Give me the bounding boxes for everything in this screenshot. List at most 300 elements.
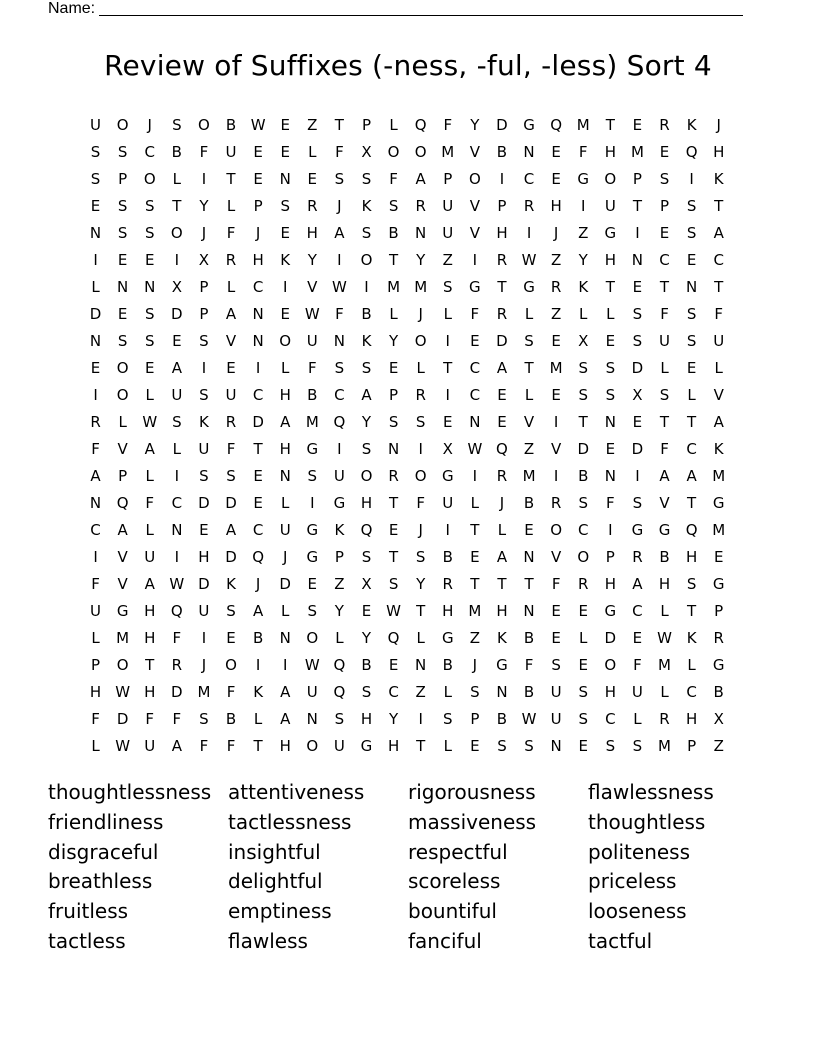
grid-letter: P <box>334 548 344 566</box>
word-bank-item: looseness <box>588 899 687 924</box>
grid-letter: M <box>522 467 536 485</box>
grid-letter: Z <box>578 224 589 242</box>
grid-letter: E <box>388 656 399 674</box>
grid-letter: P <box>443 170 453 188</box>
grid-letter: L <box>226 278 236 296</box>
grid-letter: P <box>497 197 507 215</box>
grid-letter: H <box>198 548 210 566</box>
word-bank-item: tactless <box>48 928 126 953</box>
letter-grid <box>82 112 732 760</box>
grid-letter: T <box>334 116 344 134</box>
grid-letter: C <box>605 710 616 728</box>
grid-letter: E <box>686 359 697 377</box>
grid-letter: M <box>387 278 401 296</box>
grid-letter: V <box>469 224 480 242</box>
grid-letter: L <box>389 305 398 323</box>
grid-letter: O <box>360 251 373 269</box>
grid-letter: D <box>279 575 291 593</box>
word-bank-item: fruitless <box>48 899 129 924</box>
grid-letter: E <box>551 170 561 188</box>
grid-letter: J <box>337 197 342 215</box>
grid-letter: I <box>526 224 532 242</box>
grid-letter: T <box>497 278 507 296</box>
grid-letter: T <box>253 440 263 458</box>
grid-letter: M <box>658 656 671 674</box>
grid-letter: K <box>253 683 264 701</box>
grid-letter: H <box>604 143 616 161</box>
grid-letter: V <box>713 386 724 404</box>
grid-letter: P <box>714 602 724 620</box>
grid-letter: N <box>415 656 427 674</box>
grid-letter: J <box>499 494 505 512</box>
word-bank-item: tactful <box>588 928 653 953</box>
grid-letter: F <box>145 494 155 512</box>
grid-letter: K <box>361 197 372 215</box>
grid-letter: S <box>172 116 182 134</box>
grid-letter: F <box>226 224 236 242</box>
grid-letter: G <box>360 737 373 755</box>
grid-letter: Z <box>334 575 345 593</box>
grid-letter: F <box>714 305 724 323</box>
grid-letter: M <box>576 116 590 134</box>
grid-letter: L <box>91 278 100 296</box>
grid-letter: S <box>144 224 155 242</box>
grid-letter: G <box>306 521 319 539</box>
grid-letter: S <box>605 359 616 377</box>
grid-letter: S <box>172 413 182 431</box>
grid-letter: X <box>361 143 372 161</box>
grid-letter: C <box>388 683 399 701</box>
grid-letter: S <box>199 386 209 404</box>
grid-letter: S <box>199 332 209 350</box>
grid-letter: A <box>117 521 128 539</box>
grid-letter: E <box>253 467 263 485</box>
grid-letter: O <box>360 467 373 485</box>
grid-letter: C <box>632 602 643 620</box>
grid-letter: A <box>171 359 182 377</box>
grid-letter: L <box>118 413 127 431</box>
grid-letter: H <box>713 143 725 161</box>
grid-letter: W <box>386 602 401 620</box>
grid-letter: E <box>551 386 561 404</box>
word-bank <box>48 778 768 957</box>
grid-letter: I <box>174 251 180 269</box>
grid-letter: A <box>496 548 508 566</box>
grid-letter: I <box>337 251 342 269</box>
grid-letter: G <box>116 602 129 620</box>
grid-letter: G <box>441 467 454 485</box>
grid-letter: W <box>657 629 672 647</box>
grid-letter: X <box>442 440 453 458</box>
grid-letter: N <box>171 521 183 539</box>
grid-letter: J <box>147 116 152 134</box>
grid-letter: K <box>686 116 697 134</box>
grid-letter: D <box>252 413 264 431</box>
grid-letter: D <box>225 548 237 566</box>
grid-letter: S <box>334 710 345 728</box>
grid-letter: P <box>253 197 263 215</box>
grid-letter: L <box>524 305 534 323</box>
grid-letter: E <box>117 251 128 269</box>
grid-letter: I <box>499 170 505 188</box>
grid-letter: X <box>198 251 210 269</box>
grid-letter: C <box>334 386 345 404</box>
grid-letter: S <box>578 494 588 512</box>
grid-letter: J <box>282 548 288 566</box>
grid-letter: C <box>171 494 183 512</box>
grid-letter: B <box>361 305 372 323</box>
grid-letter: I <box>255 656 261 674</box>
grid-letter: F <box>199 737 209 755</box>
grid-letter: Q <box>496 440 508 458</box>
grid-letter: E <box>280 143 290 161</box>
grid-letter: S <box>415 413 426 431</box>
grid-letter: D <box>496 116 508 134</box>
grid-letter: O <box>550 521 563 539</box>
grid-letter: B <box>523 683 535 701</box>
grid-letter: L <box>253 710 263 728</box>
grid-letter: E <box>388 359 399 377</box>
grid-letter: W <box>115 683 131 701</box>
grid-letter: P <box>687 737 697 755</box>
grid-letter: S <box>524 332 534 350</box>
grid-letter: S <box>659 170 670 188</box>
grid-letter: U <box>144 737 156 755</box>
grid-letter: F <box>335 143 344 161</box>
grid-letter: W <box>331 278 347 296</box>
grid-letter: F <box>307 359 317 377</box>
grid-letter: E <box>713 548 724 566</box>
grid-letter: S <box>199 467 209 485</box>
grid-letter: W <box>467 440 483 458</box>
grid-letter: N <box>89 494 102 512</box>
grid-letter: H <box>496 224 508 242</box>
grid-letter: B <box>523 629 535 647</box>
grid-letter: A <box>632 575 643 593</box>
grid-letter: H <box>144 683 156 701</box>
grid-letter: I <box>337 440 342 458</box>
grid-letter: P <box>632 170 642 188</box>
grid-letter: N <box>523 548 535 566</box>
grid-letter: A <box>144 440 155 458</box>
grid-letter: Y <box>361 413 372 431</box>
grid-letter: V <box>551 440 562 458</box>
word-bank-item: bountiful <box>408 899 497 924</box>
grid-letter: S <box>497 737 507 755</box>
grid-letter: E <box>605 332 616 350</box>
grid-letter: T <box>145 656 155 674</box>
grid-letter: H <box>442 602 454 620</box>
grid-letter: W <box>521 251 537 269</box>
grid-letter: U <box>144 548 156 566</box>
grid-letter: I <box>472 467 478 485</box>
grid-letter: W <box>142 413 158 431</box>
grid-letter: S <box>443 278 453 296</box>
grid-letter: S <box>686 224 697 242</box>
word-bank-item: priceless <box>588 869 677 894</box>
grid-letter: H <box>685 548 698 566</box>
grid-letter: I <box>418 440 423 458</box>
grid-letter: J <box>201 224 207 242</box>
grid-letter: E <box>226 359 236 377</box>
grid-letter: N <box>387 440 400 458</box>
grid-letter: Q <box>387 629 400 647</box>
grid-letter: F <box>606 494 615 512</box>
grid-letter: N <box>604 413 616 431</box>
word-bank-item: disgraceful <box>48 839 159 864</box>
grid-letter: W <box>115 737 131 755</box>
grid-letter: K <box>280 251 291 269</box>
grid-letter: D <box>577 440 590 458</box>
grid-letter: T <box>714 197 724 215</box>
grid-letter: L <box>416 629 425 647</box>
grid-letter: E <box>470 548 480 566</box>
grid-letter: M <box>414 278 428 296</box>
grid-letter: U <box>550 683 562 701</box>
grid-letter: Q <box>360 521 373 539</box>
grid-letter: U <box>604 197 616 215</box>
grid-letter: K <box>334 521 345 539</box>
grid-letter: H <box>604 575 616 593</box>
grid-letter: I <box>364 278 369 296</box>
grid-letter: E <box>497 413 507 431</box>
grid-letter: S <box>144 332 155 350</box>
grid-letter: N <box>89 224 102 242</box>
grid-letter: U <box>90 602 102 620</box>
grid-letter: I <box>553 413 559 431</box>
grid-letter: B <box>442 656 453 674</box>
grid-letter: X <box>171 278 182 296</box>
grid-letter: S <box>334 359 345 377</box>
grid-letter: D <box>225 494 237 512</box>
grid-letter: R <box>496 305 508 323</box>
grid-letter: P <box>389 386 399 404</box>
grid-letter: U <box>198 602 210 620</box>
name-field[interactable] <box>48 0 743 18</box>
grid-letter: N <box>496 683 508 701</box>
grid-letter: E <box>307 575 318 593</box>
grid-letter: V <box>523 413 535 431</box>
grid-letter: A <box>225 305 237 323</box>
grid-letter: I <box>93 548 98 566</box>
grid-letter: N <box>631 251 644 269</box>
grid-letter: H <box>685 710 698 728</box>
word-bank-item: attentiveness <box>228 780 365 804</box>
grid-letter: F <box>91 710 100 728</box>
grid-letter: H <box>306 224 318 242</box>
word-bank-item: breathless <box>48 869 153 894</box>
grid-letter: F <box>226 683 236 701</box>
grid-letter: S <box>117 197 128 215</box>
grid-letter: B <box>496 710 508 728</box>
grid-letter: E <box>578 737 588 755</box>
grid-letter: G <box>604 224 617 242</box>
grid-letter: W <box>169 575 185 593</box>
grid-letter: G <box>631 521 644 539</box>
word-bank-item: flawless <box>228 928 308 953</box>
grid-letter: D <box>116 710 129 728</box>
grid-letter: O <box>116 359 129 377</box>
grid-letter: P <box>199 278 209 296</box>
grid-letter: B <box>252 629 264 647</box>
grid-letter: F <box>91 440 100 458</box>
grid-letter: W <box>521 710 537 728</box>
grid-letter: A <box>713 413 724 431</box>
grid-letter: N <box>279 629 291 647</box>
grid-letter: S <box>90 170 101 188</box>
grid-letter: L <box>416 359 425 377</box>
grid-letter: U <box>306 332 318 350</box>
grid-letter: R <box>659 116 670 134</box>
grid-letter: G <box>306 548 319 566</box>
grid-letter: A <box>334 224 345 242</box>
grid-letter: I <box>282 656 288 674</box>
grid-letter: L <box>335 629 344 647</box>
grid-letter: S <box>334 170 345 188</box>
grid-letter: T <box>443 359 453 377</box>
grid-letter: H <box>252 251 264 269</box>
grid-letter: H <box>360 494 373 512</box>
word-bank-item: fanciful <box>408 928 482 953</box>
grid-letter: U <box>442 224 454 242</box>
grid-letter: O <box>143 170 156 188</box>
grid-letter: S <box>199 710 209 728</box>
grid-letter: V <box>117 548 128 566</box>
grid-letter: T <box>524 359 534 377</box>
grid-letter: E <box>551 602 561 620</box>
grid-letter: T <box>605 278 615 296</box>
grid-letter: R <box>659 710 670 728</box>
name-label: Name: <box>48 0 96 17</box>
word-bank-item: massiveness <box>408 809 537 834</box>
grid-letter: E <box>605 440 616 458</box>
grid-letter: V <box>551 548 562 566</box>
grid-letter: V <box>225 332 237 350</box>
grid-letter: F <box>551 575 561 593</box>
grid-letter: D <box>198 575 210 593</box>
grid-letter: A <box>90 467 101 485</box>
grid-letter: A <box>252 602 264 620</box>
grid-letter: M <box>441 143 455 161</box>
grid-letter: W <box>304 656 320 674</box>
grid-letter: S <box>117 332 128 350</box>
grid-letter: R <box>496 251 508 269</box>
grid-letter: T <box>659 278 670 296</box>
grid-letter: E <box>280 305 290 323</box>
grid-letter: T <box>659 413 670 431</box>
grid-letter: R <box>415 386 426 404</box>
grid-letter: S <box>686 575 697 593</box>
grid-letter: K <box>713 440 724 458</box>
grid-letter: Z <box>415 683 426 701</box>
grid-letter: B <box>225 710 237 728</box>
grid-letter: E <box>578 656 588 674</box>
grid-letter: D <box>198 494 210 512</box>
grid-letter: E <box>90 359 101 377</box>
grid-letter: N <box>415 224 427 242</box>
word-bank-item: thoughtlessness <box>48 780 212 804</box>
grid-letter: B <box>361 656 372 674</box>
grid-letter: O <box>414 467 427 485</box>
grid-letter: T <box>172 197 182 215</box>
grid-letter: H <box>496 602 508 620</box>
grid-letter: B <box>659 548 670 566</box>
grid-letter: S <box>117 224 128 242</box>
grid-letter: F <box>172 629 182 647</box>
grid-letter: I <box>581 197 586 215</box>
grid-letter: Q <box>685 143 698 161</box>
grid-letter: G <box>469 278 481 296</box>
grid-letter: S <box>686 197 697 215</box>
grid-letter: S <box>144 305 155 323</box>
word-bank-item: friendliness <box>48 809 164 834</box>
grid-letter: Y <box>388 332 399 350</box>
grid-letter: E <box>632 116 643 134</box>
grid-letter: P <box>91 656 101 674</box>
grid-letter: L <box>470 494 480 512</box>
grid-letter: I <box>553 467 559 485</box>
grid-letter: J <box>418 521 423 539</box>
grid-letter: Y <box>199 197 209 215</box>
grid-letter: G <box>658 521 671 539</box>
grid-letter: G <box>604 602 617 620</box>
grid-letter: H <box>387 737 400 755</box>
grid-letter: J <box>472 656 478 674</box>
grid-letter: I <box>635 224 640 242</box>
grid-letter: X <box>578 332 589 350</box>
grid-letter: E <box>117 305 128 323</box>
grid-letter: L <box>281 602 290 620</box>
grid-letter: S <box>388 575 399 593</box>
grid-letter: G <box>523 278 535 296</box>
grid-letter: L <box>172 170 181 188</box>
grid-letter: S <box>686 332 697 350</box>
grid-letter: Z <box>469 629 480 647</box>
grid-letter: T <box>632 197 642 215</box>
grid-letter: M <box>197 683 211 701</box>
grid-letter: M <box>116 629 130 647</box>
grid-letter: F <box>660 305 669 323</box>
grid-letter: U <box>171 386 183 404</box>
grid-letter: T <box>416 602 426 620</box>
grid-letter: S <box>578 683 588 701</box>
grid-letter: A <box>686 467 697 485</box>
grid-letter: E <box>632 629 643 647</box>
grid-letter: G <box>712 656 725 674</box>
grid-letter: N <box>469 413 481 431</box>
grid-letter: H <box>604 683 616 701</box>
grid-letter: M <box>630 143 644 161</box>
grid-letter: U <box>659 332 670 350</box>
grid-letter: Y <box>388 710 399 728</box>
grid-letter: I <box>201 170 207 188</box>
grid-letter: Y <box>470 116 480 134</box>
grid-letter: Z <box>307 116 318 134</box>
grid-letter: E <box>659 143 670 161</box>
grid-letter: N <box>333 332 345 350</box>
grid-letter: H <box>604 251 616 269</box>
name-underline[interactable] <box>99 0 743 16</box>
grid-letter: I <box>174 467 180 485</box>
grid-letter: U <box>225 143 237 161</box>
grid-letter: R <box>550 278 562 296</box>
grid-letter: L <box>443 737 452 755</box>
grid-letter: F <box>172 710 182 728</box>
grid-letter: O <box>387 143 400 161</box>
word-bank-item: politeness <box>588 839 691 864</box>
grid-letter: I <box>282 278 288 296</box>
grid-letter: D <box>171 683 183 701</box>
